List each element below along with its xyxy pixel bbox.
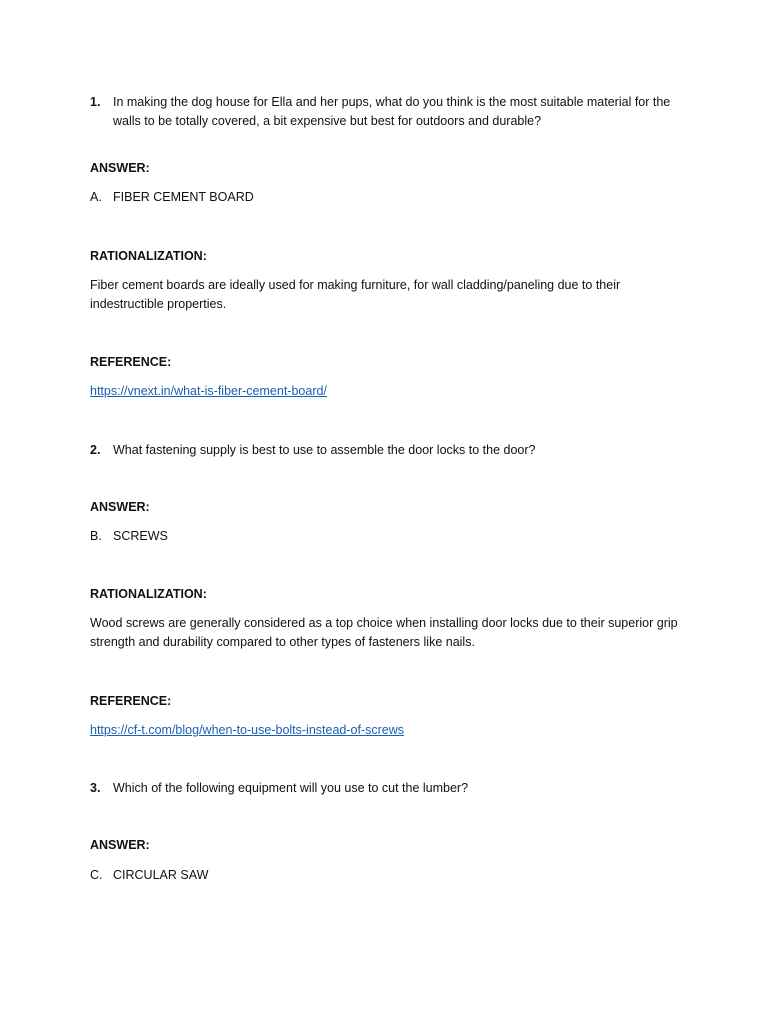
- reference-link[interactable]: https://cf-t.com/blog/when-to-use-bolts-instead-of-screws: [90, 723, 405, 737]
- reference-label: REFERENCE:: [90, 694, 172, 708]
- reference-link[interactable]: https://vnext.in/what-is-fiber-cement-board/: [90, 384, 327, 398]
- answer-3: [90, 866, 208, 885]
- answer-2: [90, 527, 168, 546]
- question-number: 3.: [90, 781, 101, 795]
- rationalization-label: RATIONALIZATION:: [90, 587, 207, 601]
- rationalization-text: Wood screws are generally considered as a top choice when installing door locks due to their superior grip strength and durability compared to other types of fasteners like nails.: [90, 616, 678, 649]
- question-2: [90, 441, 690, 460]
- answer-letter: A.: [90, 190, 102, 204]
- answer-text: CIRCULAR SAW: [113, 868, 209, 882]
- answer-text: SCREWS: [113, 529, 168, 543]
- answer-letter: B.: [90, 529, 102, 543]
- answer-label: ANSWER:: [90, 838, 150, 852]
- answer-letter: C.: [90, 868, 103, 882]
- question-text: What fastening supply is best to use to assemble the door locks to the door?: [113, 443, 536, 457]
- question-text: In making the dog house for Ella and her pups, what do you think is the most suitable material for the walls to be totally covered, a bit expensive but best for outdoors and durable?: [113, 95, 671, 128]
- question-1: [90, 93, 690, 131]
- question-number: 1.: [90, 95, 101, 109]
- answer-1: [90, 188, 254, 207]
- answer-text: FIBER CEMENT BOARD: [113, 190, 254, 204]
- question-3: [90, 779, 690, 798]
- answer-label: ANSWER:: [90, 500, 150, 514]
- question-number: 2.: [90, 443, 101, 457]
- rationalization-label: RATIONALIZATION:: [90, 249, 207, 263]
- rationalization-text: Fiber cement boards are ideally used for making furniture, for wall cladding/paneling due to their indestructible properties.: [90, 278, 621, 311]
- question-text: Which of the following equipment will you use to cut the lumber?: [113, 781, 469, 795]
- reference-label: REFERENCE:: [90, 355, 172, 369]
- answer-label: ANSWER:: [90, 161, 150, 175]
